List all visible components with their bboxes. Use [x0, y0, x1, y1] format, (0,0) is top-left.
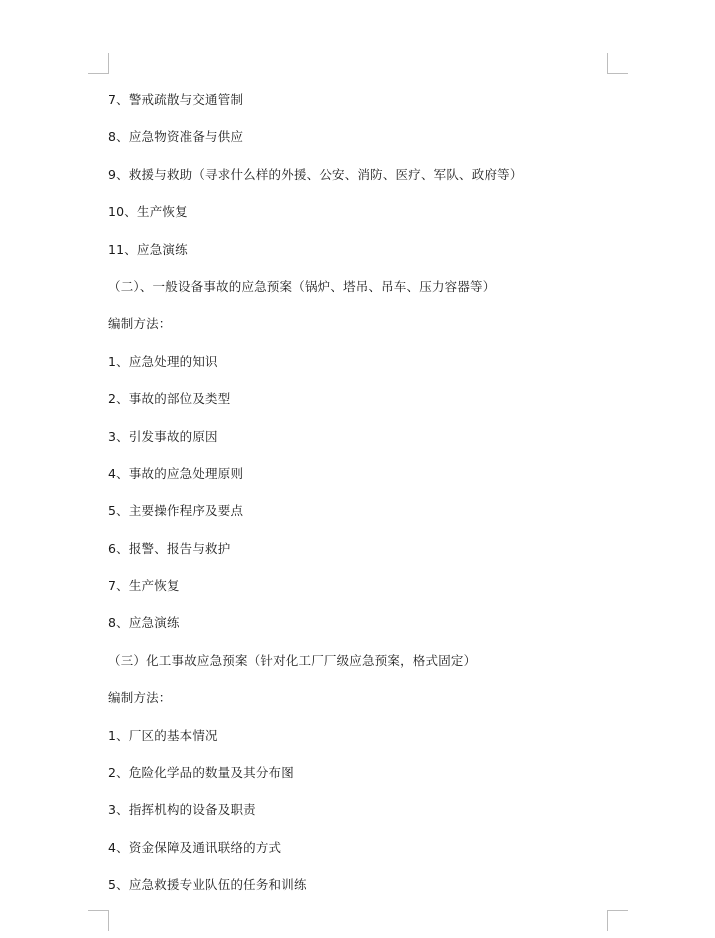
text-line: 4、事故的应急处理原则: [108, 465, 244, 481]
text-line: 11、应急演练: [108, 241, 188, 257]
page-corner-mark-bottom-right: [607, 910, 628, 931]
text-line: 2、危险化学品的数量及其分布图: [108, 765, 294, 781]
page-corner-mark-top-right: [607, 53, 628, 74]
text-line: 6、报警、报告与救护: [108, 540, 231, 556]
text-line: 5、应急救援专业队伍的任务和训练: [108, 877, 307, 893]
section-heading: （三）化工事故应急预案（针对化工厂厂级应急预案，格式固定）: [108, 652, 477, 668]
text-line: 7、生产恢复: [108, 578, 180, 594]
page-corner-mark-bottom-left: [88, 910, 109, 931]
text-line: 编制方法：: [108, 316, 172, 332]
document-body: [108, 92, 608, 915]
text-line: 8、应急物资准备与供应: [108, 129, 244, 145]
text-line: 2、事故的部位及类型: [108, 391, 231, 407]
text-line: 5、主要操作程序及要点: [108, 503, 244, 519]
text-line: 7、警戒疏散与交通管制: [108, 92, 244, 107]
page-corner-mark-top-left: [88, 53, 109, 74]
text-line: 3、引发事故的原因: [108, 428, 218, 444]
text-line: 1、厂区的基本情况: [108, 727, 218, 743]
text-line: 1、应急处理的知识: [108, 353, 218, 369]
text-line: 3、指挥机构的设备及职责: [108, 802, 256, 818]
text-line: 8、应急演练: [108, 615, 180, 631]
text-line: 10、生产恢复: [108, 204, 188, 220]
text-line: 编制方法：: [108, 690, 172, 706]
section-heading: （二）、一般设备事故的应急预案（锅炉、塔吊、吊车、压力容器等）: [108, 278, 496, 294]
text-line: 9、救援与救助（寻求什么样的外援、公安、消防、医疗、军队、政府等）: [108, 166, 523, 182]
text-line: 4、资金保障及通讯联络的方式: [108, 839, 282, 855]
